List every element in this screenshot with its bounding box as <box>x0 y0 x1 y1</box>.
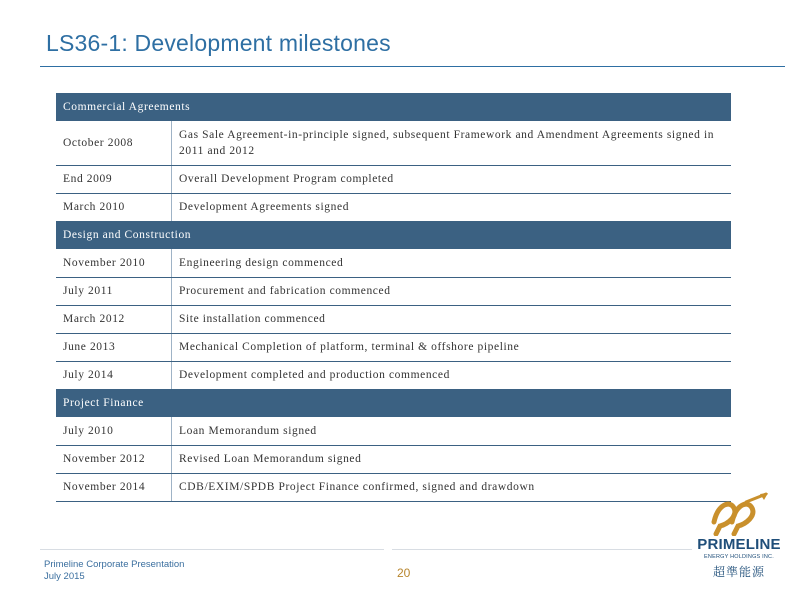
row-date: July 2014 <box>56 361 172 389</box>
table-row <box>56 249 731 277</box>
table-row <box>56 121 731 165</box>
section-heading: Project Finance <box>63 397 144 410</box>
row-description: Development Agreements signed <box>172 193 732 221</box>
table-row <box>56 277 731 305</box>
primeline-logo <box>696 492 782 582</box>
row-date: November 2012 <box>56 445 172 473</box>
footer-presentation-title: Primeline Corporate Presentation <box>44 559 185 570</box>
table-row <box>56 333 731 361</box>
table-row <box>56 193 731 221</box>
table-row <box>56 445 731 473</box>
row-date: March 2012 <box>56 305 172 333</box>
row-date: November 2010 <box>56 249 172 277</box>
row-date: July 2010 <box>56 417 172 445</box>
row-description: Gas Sale Agreement-in-principle signed, subsequent Framework and Amendment Agreements signed in 2011 and 2012 <box>172 121 732 165</box>
page-title: LS36-1: Development milestones <box>46 30 391 56</box>
table-row <box>56 165 731 193</box>
footer-divider-left <box>40 549 384 550</box>
milestones-table <box>56 93 731 502</box>
row-description: Revised Loan Memorandum signed <box>172 445 732 473</box>
section-heading: Commercial Agreements <box>63 101 191 113</box>
row-date: July 2011 <box>56 277 172 305</box>
logo-chinese-name: 超準能源 <box>712 565 765 579</box>
section-header-commercial <box>56 93 731 121</box>
footer-date: July 2015 <box>44 571 85 582</box>
table-row <box>56 473 731 501</box>
row-description: Site installation commenced <box>172 305 732 333</box>
section-heading: Design and Construction <box>63 229 192 242</box>
logo-company-subtitle: ENERGY HOLDINGS INC. <box>704 554 774 560</box>
row-date: March 2010 <box>56 193 172 221</box>
row-date: October 2008 <box>56 121 172 165</box>
page-number: 20 <box>397 566 411 580</box>
section-header-design <box>56 221 731 249</box>
table-row <box>56 361 731 389</box>
title-divider <box>40 66 785 67</box>
row-description: CDB/EXIM/SPDB Project Finance confirmed, signed and drawdown <box>172 473 732 501</box>
table-row <box>56 305 731 333</box>
row-description: Engineering design commenced <box>172 249 732 277</box>
row-description: Overall Development Program completed <box>172 165 732 193</box>
primeline-emblem-icon <box>708 492 770 536</box>
logo-company-name: PRIMELINE <box>697 536 781 553</box>
section-header-finance <box>56 389 731 417</box>
footer-divider-right <box>392 549 692 550</box>
row-description: Mechanical Completion of platform, terminal & offshore pipeline <box>172 333 732 361</box>
row-date: November 2014 <box>56 473 172 501</box>
table-row <box>56 417 731 445</box>
row-date: End 2009 <box>56 165 172 193</box>
row-description: Development completed and production commenced <box>172 361 732 389</box>
row-description: Procurement and fabrication commenced <box>172 277 732 305</box>
row-description: Loan Memorandum signed <box>172 417 732 445</box>
row-date: June 2013 <box>56 333 172 361</box>
footer-text <box>44 559 184 583</box>
